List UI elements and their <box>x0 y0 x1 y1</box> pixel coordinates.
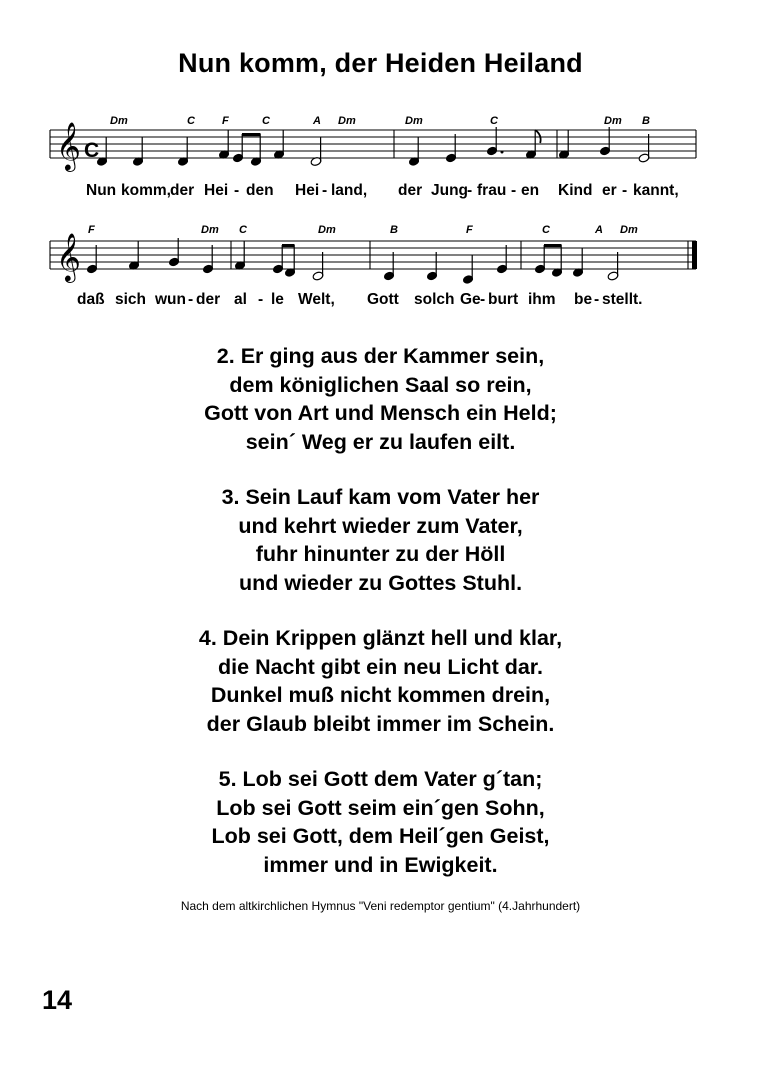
verse-4 <box>0 624 761 738</box>
verse-line: der Glaub bleibt immer im Schein. <box>206 711 555 736</box>
verse-line: Lob sei Gott seim ein´gen Sohn, <box>216 795 545 820</box>
chord: Dm <box>604 115 622 127</box>
staff-1-notes <box>97 127 650 166</box>
lyric-syllable: Jung <box>431 182 469 199</box>
treble-clef-icon: 𝄞 <box>56 233 81 280</box>
staff-1-chords <box>110 115 650 127</box>
chord: C <box>542 224 550 236</box>
lyric-syllable: der <box>196 291 221 308</box>
lyric-syllable: Kind <box>558 182 593 199</box>
chord: A <box>595 224 603 236</box>
chord: B <box>390 224 398 236</box>
verse-line: Gott von Art und Mensch ein Held; <box>204 401 557 425</box>
lyric-syllable: - <box>480 291 486 308</box>
chord: Dm <box>110 115 128 127</box>
verse-line: 2. Er ging aus der Kammer sein, <box>216 344 545 368</box>
lyric-syllable: - <box>467 182 473 199</box>
chord: C <box>187 115 195 127</box>
staff-1 <box>50 130 696 158</box>
chord: A <box>313 115 321 127</box>
chord: C <box>490 115 498 127</box>
song-title: Nun komm, der Heiden Heiland <box>178 48 583 78</box>
chord: C <box>262 115 270 127</box>
lyric-syllable: der <box>398 182 423 199</box>
source-note: Nach dem altkirchlichen Hymnus "Veni redemptor gentium" (4.Jahrhundert) <box>180 899 581 913</box>
verse-line: 3. Sein Lauf kam vom Vater her <box>221 485 540 509</box>
lyric-syllable: Hei <box>204 182 229 199</box>
lyric-syllable: kannt, <box>633 182 679 199</box>
lyric-syllable: le <box>271 291 284 308</box>
lyric-syllable: - <box>511 182 517 199</box>
verse-line: die Nacht gibt ein neu Licht dar. <box>218 654 543 679</box>
verse-line: sein´ Weg er zu laufen eilt. <box>245 429 516 454</box>
staff-2-lyrics <box>77 291 642 308</box>
chord: F <box>88 224 95 236</box>
verse-3 <box>0 483 761 597</box>
lyric-syllable: wun <box>155 291 186 308</box>
lyric-syllable: be <box>574 291 593 308</box>
lyric-syllable: Nun <box>86 182 117 199</box>
page-number: 14 <box>42 985 73 1015</box>
lyric-syllable: komm, <box>121 182 171 199</box>
chord: Dm <box>405 115 423 127</box>
lyric-syllable: der <box>170 182 195 199</box>
lyric-syllable: - <box>234 182 240 199</box>
verse-line: dem königlichen Saal so rein, <box>229 372 532 397</box>
chord: F <box>222 115 229 127</box>
lyric-syllable: frau <box>477 182 507 199</box>
staff-2-notes <box>87 238 619 284</box>
verse-line: 4. Dein Krippen glänzt hell und klar, <box>198 626 563 650</box>
treble-clef-icon: 𝄞 <box>56 122 81 169</box>
verse-line: und kehrt wieder zum Vater, <box>238 513 523 538</box>
lyric-syllable: - <box>322 182 328 199</box>
lyric-syllable: burt <box>488 291 519 308</box>
chord: Dm <box>201 224 219 236</box>
lyric-syllable: al <box>234 291 247 308</box>
lyric-syllable: - <box>594 291 600 308</box>
lyric-syllable: daß <box>77 291 105 308</box>
lyric-syllable: sich <box>115 291 147 308</box>
verse-line: und wieder zu Gottes Stuhl. <box>238 570 523 595</box>
chord: Dm <box>318 224 336 236</box>
chord: Dm <box>620 224 638 236</box>
staff-2 <box>50 241 696 269</box>
verse-line: fuhr hinunter zu der Höll <box>255 542 506 566</box>
verse-line: Lob sei Gott, dem Heil´gen Geist, <box>211 824 550 848</box>
lyric-syllable: den <box>246 182 274 199</box>
verse-line: 5. Lob sei Gott dem Vater g´tan; <box>218 767 543 791</box>
lyric-syllable: - <box>622 182 628 199</box>
lyric-syllable: solch <box>414 291 455 308</box>
staff-1-lyrics <box>86 182 679 199</box>
verse-line: Dunkel muß nicht kommen drein, <box>210 683 551 707</box>
lyric-syllable: Hei <box>295 182 320 199</box>
staff-2-chords <box>88 224 638 236</box>
common-time-icon: C <box>84 139 100 162</box>
verse-5 <box>0 765 761 879</box>
lyric-syllable: ihm <box>528 291 556 308</box>
chord: C <box>239 224 247 236</box>
lyric-syllable: stellt. <box>602 291 643 308</box>
lyric-syllable: Welt, <box>298 291 335 308</box>
final-barline <box>692 241 697 269</box>
lyric-syllable: land, <box>331 182 368 199</box>
verses <box>0 342 761 906</box>
chord: F <box>466 224 473 236</box>
chord: Dm <box>338 115 356 127</box>
lyric-syllable: er <box>602 182 617 199</box>
lyric-syllable: en <box>521 182 540 199</box>
lyric-syllable: - <box>258 291 264 308</box>
lyric-syllable: - <box>188 291 194 308</box>
lyric-syllable: Ge <box>460 291 481 308</box>
lyric-syllable: Gott <box>367 291 399 308</box>
sheet-music <box>0 0 761 330</box>
verse-2 <box>0 342 761 456</box>
verse-line: immer und in Ewigkeit. <box>263 852 498 877</box>
chord: B <box>642 115 650 127</box>
